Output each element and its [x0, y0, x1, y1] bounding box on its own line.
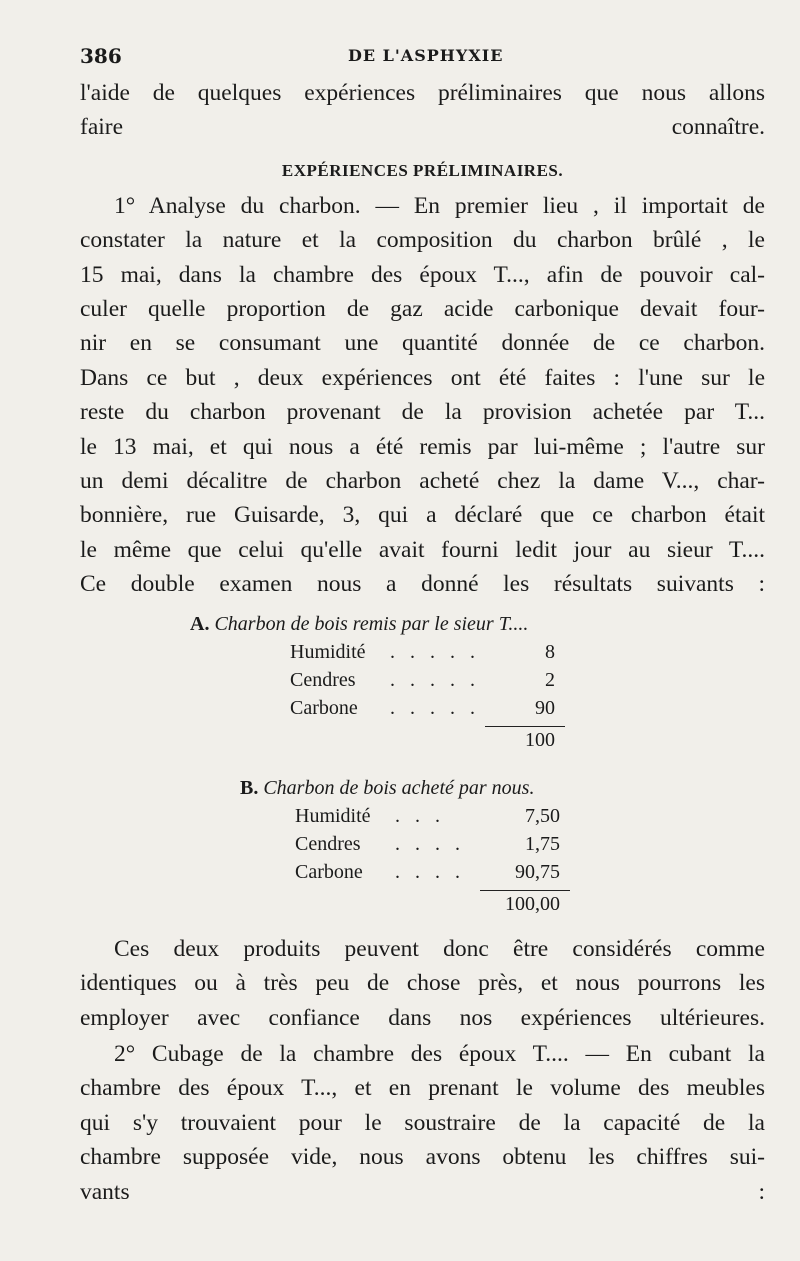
row-value: 7,50 — [525, 804, 560, 827]
text-line: nir en se consumant une quantité donnée de ce charbon. — [80, 330, 765, 357]
table-row — [80, 694, 765, 722]
row-dots: . . . . . — [390, 640, 480, 663]
table-b-total: 100,00 — [505, 892, 560, 915]
row-dots: . . . . — [395, 832, 465, 855]
row-value: 8 — [545, 640, 555, 663]
table-a-letter: A. — [190, 612, 210, 635]
page-body — [80, 76, 765, 1209]
row-label: Carbone — [290, 696, 358, 719]
row-value: 90,75 — [515, 860, 560, 883]
table-b — [80, 774, 765, 924]
table-row — [80, 638, 765, 666]
text-line: bonnière, rue Guisarde, 3, qui a déclaré que ce charbon était — [80, 502, 765, 529]
text-line: 2° Cubage de la chambre des époux T.... — En cubant la — [114, 1040, 765, 1067]
text-line: reste du charbon provenant de la provision achetée par T... — [80, 399, 765, 426]
table-total-row — [80, 890, 765, 918]
text-line: le même que celui qu'elle avait fourni ledit jour au sieur T.... — [80, 536, 765, 563]
text-line: qui s'y trouvaient pour le soustraire de la capacité de la — [80, 1109, 765, 1136]
running-head: DE L'ASPHYXIE — [348, 46, 504, 65]
row-label: Carbone — [295, 860, 363, 883]
row-dots: . . . . . — [390, 668, 480, 691]
text-line: chambre des époux T..., et en prenant le volume des meubles — [80, 1075, 765, 1102]
row-label: Humidité — [290, 640, 366, 663]
table-b-title: Charbon de bois acheté par nous. — [263, 776, 535, 799]
table-a-heading — [190, 610, 765, 638]
text-line: identiques ou à très peu de chose près, et nous pourrons les — [80, 970, 765, 997]
text-line: 15 mai, dans la chambre des époux T..., afin de pouvoir cal- — [80, 261, 765, 288]
text-line: Dans ce but , deux expériences ont été faites : l'une sur le — [80, 364, 765, 391]
paragraph-cubage — [80, 1037, 765, 1209]
row-value: 90 — [535, 696, 555, 719]
text-line: un demi décalitre de charbon acheté chez la dame V..., char- — [80, 468, 765, 495]
table-total-row — [80, 726, 765, 754]
text-line: faire connaître. — [80, 114, 765, 141]
text-line: culer quelle proportion de gaz acide carbonique devait four- — [80, 296, 765, 323]
table-row — [80, 858, 765, 886]
row-value: 2 — [545, 668, 555, 691]
row-value: 1,75 — [525, 832, 560, 855]
table-a-title: Charbon de bois remis par le sieur T.... — [214, 612, 529, 635]
section-title: EXPÉRIENCES PRÉLIMINAIRES. — [281, 160, 564, 180]
row-label: Cendres — [295, 832, 361, 855]
row-dots: . . . . . — [390, 696, 480, 719]
page-header — [80, 44, 760, 72]
table-a-total: 100 — [525, 728, 555, 751]
table-a — [80, 610, 765, 770]
text-line: chambre supposée vide, nous avons obtenu les chiffres sui- — [80, 1144, 765, 1171]
row-label: Cendres — [290, 668, 356, 691]
table-row — [80, 666, 765, 694]
paragraph-conclusion — [80, 932, 765, 1035]
table-b-heading — [240, 774, 765, 802]
text-line: le 13 mai, et qui nous a été remis par lui-même ; l'autre sur — [80, 433, 765, 460]
paragraph-analyse — [80, 189, 765, 602]
intro-paragraph — [80, 76, 765, 145]
text-line: Ces deux produits peuvent donc être considérés comme — [114, 935, 765, 962]
text-line: l'aide de quelques expériences préliminaires que nous allons — [80, 80, 765, 106]
text-line: employer avec confiance dans nos expériences ultérieures. — [80, 1004, 765, 1031]
row-dots: . . . . — [395, 860, 465, 883]
table-row — [80, 802, 765, 830]
text-line: vants : — [80, 1178, 765, 1205]
text-line: 1° Analyse du charbon. — En premier lieu , il importait de — [114, 192, 765, 219]
table-row — [80, 830, 765, 858]
table-b-letter: B. — [240, 776, 259, 799]
text-line: constater la nature et la composition du charbon brûlé , le — [80, 227, 765, 254]
row-dots: . . . — [395, 804, 445, 827]
row-label: Humidité — [295, 804, 371, 827]
page-number: 386 — [80, 44, 122, 68]
text-line: Ce double examen nous a donné les résultats suivants : — [80, 571, 765, 598]
